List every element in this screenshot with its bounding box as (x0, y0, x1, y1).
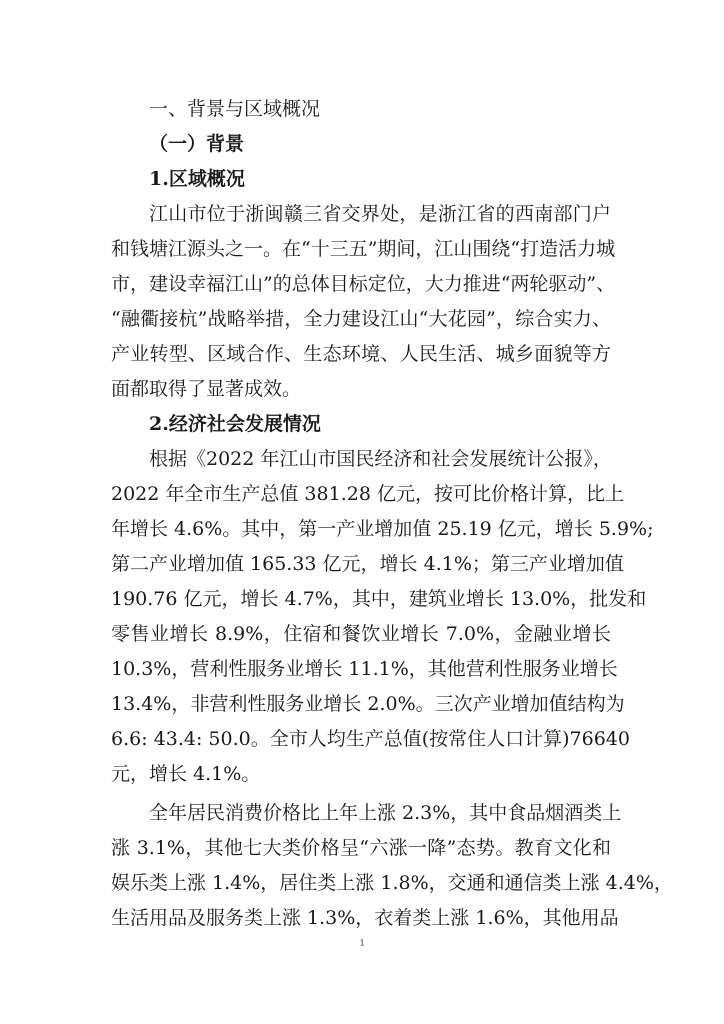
paragraph-line: 元，增长 4.1%。 (111, 763, 261, 785)
paragraph-line: “融衢接杭”战略举措，全力建设江山“大花园”，综合实力、 (111, 308, 611, 330)
paragraph-line: 市，建设幸福江山”的总体目标定位，大力推进“两轮驱动”、 (111, 273, 616, 295)
paragraph-regional-overview (111, 197, 616, 407)
paragraph-line: 根据《2022 年江山市国民经济和社会发展统计公报》， (149, 448, 612, 470)
paragraph-line: 零售业增长 8.9%，住宿和餐饮业增长 7.0%，金融业增长 (111, 623, 611, 645)
paragraph-line: 涨 3.1%，其他七大类价格呈“六涨一降”态势。教育文化和 (111, 837, 611, 859)
paragraph-economic-stats (111, 442, 654, 792)
paragraph-consumer-prices (111, 796, 673, 936)
paragraph-line: 和钱塘江源头之一。在“十三五”期间，江山围绕“打造活力城 (111, 238, 616, 260)
paragraph-line: 年增长 4.6%。其中，第一产业增加值 25.19 亿元，增长 5.9%; (111, 518, 654, 540)
section-title-regional-overview: 1.区域概况 (149, 168, 245, 190)
paragraph-line: 面都取得了显著成效。 (111, 378, 302, 400)
paragraph-line: 生活用品及服务类上涨 1.3%，衣着类上涨 1.6%，其他用品 (111, 907, 619, 929)
paragraph-line: 10.3%，营利性服务业增长 11.1%，其他营利性服务业增长 (111, 658, 618, 680)
paragraph-line: 第二产业增加值 165.33 亿元，增长 4.1%；第三产业增加值 (111, 553, 624, 575)
page-number: 1 (359, 937, 365, 949)
heading-level-1: 一、背景与区域概况 (149, 98, 321, 120)
paragraph-line: 娱乐类上涨 1.4%，居住类上涨 1.8%，交通和通信类上涨 4.4%， (111, 872, 673, 894)
paragraph-line: 产业转型、区域合作、生态环境、人民生活、城乡面貌等方 (111, 343, 611, 365)
paragraph-line: 全年居民消费价格比上年上涨 2.3%，其中食品烟酒类上 (149, 802, 622, 824)
paragraph-line: 2022 年全市生产总值 381.28 亿元，按可比价格计算，比上 (111, 483, 624, 505)
paragraph-line: 6.6: 43.4: 50.0。全市人均生产总值(按常住人口计算)76640 (111, 728, 630, 750)
paragraph-line: 江山市位于浙闽赣三省交界处，是浙江省的西南部门户 (149, 203, 611, 225)
heading-level-2: （一）背景 (149, 133, 245, 155)
section-title-economic-development: 2.经济社会发展情况 (149, 413, 321, 435)
document-body (111, 92, 673, 936)
paragraph-line: 190.76 亿元，增长 4.7%，其中，建筑业增长 13.0%，批发和 (111, 588, 647, 610)
paragraph-line: 13.4%，非营利性服务业增长 2.0%。三次产业增加值结构为 (111, 693, 625, 715)
